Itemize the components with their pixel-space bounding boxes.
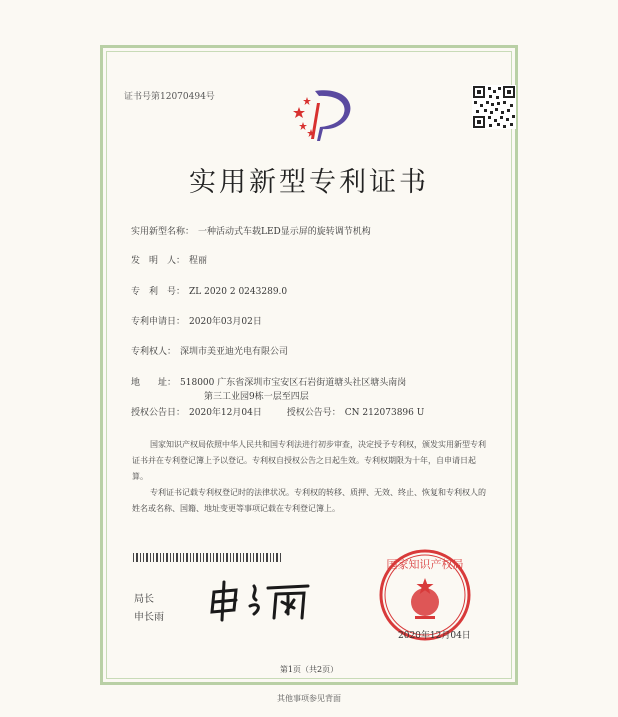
field-patent-number	[131, 284, 287, 297]
field-address-line2	[200, 389, 309, 402]
field-label: 地 址：	[131, 378, 177, 388]
field-label: 授权公告日：	[131, 408, 186, 418]
field-patentee	[131, 344, 288, 357]
seal-date: 2020年12月04日	[398, 631, 471, 641]
cnipa-logo	[287, 83, 357, 145]
field-value: ZL 2020 2 0243289.0	[189, 287, 288, 297]
certificate-number: 证书号第12070494号	[124, 92, 215, 102]
qr-code	[472, 85, 516, 129]
field-value: 一种活动式车载LED显示屏的旋转调节机构	[198, 227, 371, 237]
field-value: 518000 广东省深圳市宝安区石岩街道塘头社区塘头南岗	[180, 378, 407, 388]
barcode	[133, 553, 283, 562]
field-grant-date	[131, 405, 424, 418]
field-label: 实用新型名称：	[131, 227, 195, 237]
field-value: 2020年12月04日	[189, 408, 262, 418]
field-label: 专利申请日：	[131, 317, 186, 327]
page-indicator: 第1页（共2页）	[279, 665, 339, 674]
field-value: 深圳市美亚迪光电有限公司	[180, 347, 289, 357]
field-utility-model-name	[131, 224, 371, 237]
field-value: 2020年03月02日	[189, 317, 262, 327]
back-note: 其他事项参见背面	[277, 694, 341, 703]
field-address	[131, 375, 406, 388]
field-value: 第三工业园9栋一层至四层	[204, 392, 309, 402]
director-title: 局长	[134, 594, 154, 605]
field-application-date	[131, 314, 262, 327]
seal-text: 国家知识产权局	[386, 558, 464, 571]
field-value: 程丽	[189, 256, 208, 266]
notice-paragraph-1: 国家知识产权局依照中华人民共和国专利法进行初步审查，决定授予专利权，颁发实用新型专利证书并在专利登记簿上予以登记。专利权自授权公告之日起生效。专利权期限为十年，自申请日起算。	[132, 440, 486, 481]
field-label: 发 明 人：	[131, 256, 186, 266]
director-name: 申长雨	[134, 612, 164, 623]
director-signature	[206, 578, 326, 622]
notice-paragraph-2: 专利证书记载专利权登记时的法律状况。专利权的转移、质押、无效、终止、恢复和专利权人的姓名或名称、国籍、地址变更等事项记载在专利登记簿上。	[132, 488, 486, 513]
field-inventor	[131, 253, 207, 266]
field-label: 专利权人：	[131, 347, 177, 357]
field-label: 授权公告号：	[286, 408, 341, 418]
certificate-title: 实用新型专利证书	[189, 167, 429, 198]
field-label: 专 利 号：	[131, 287, 186, 297]
field-value: CN 212073896 U	[344, 408, 425, 418]
